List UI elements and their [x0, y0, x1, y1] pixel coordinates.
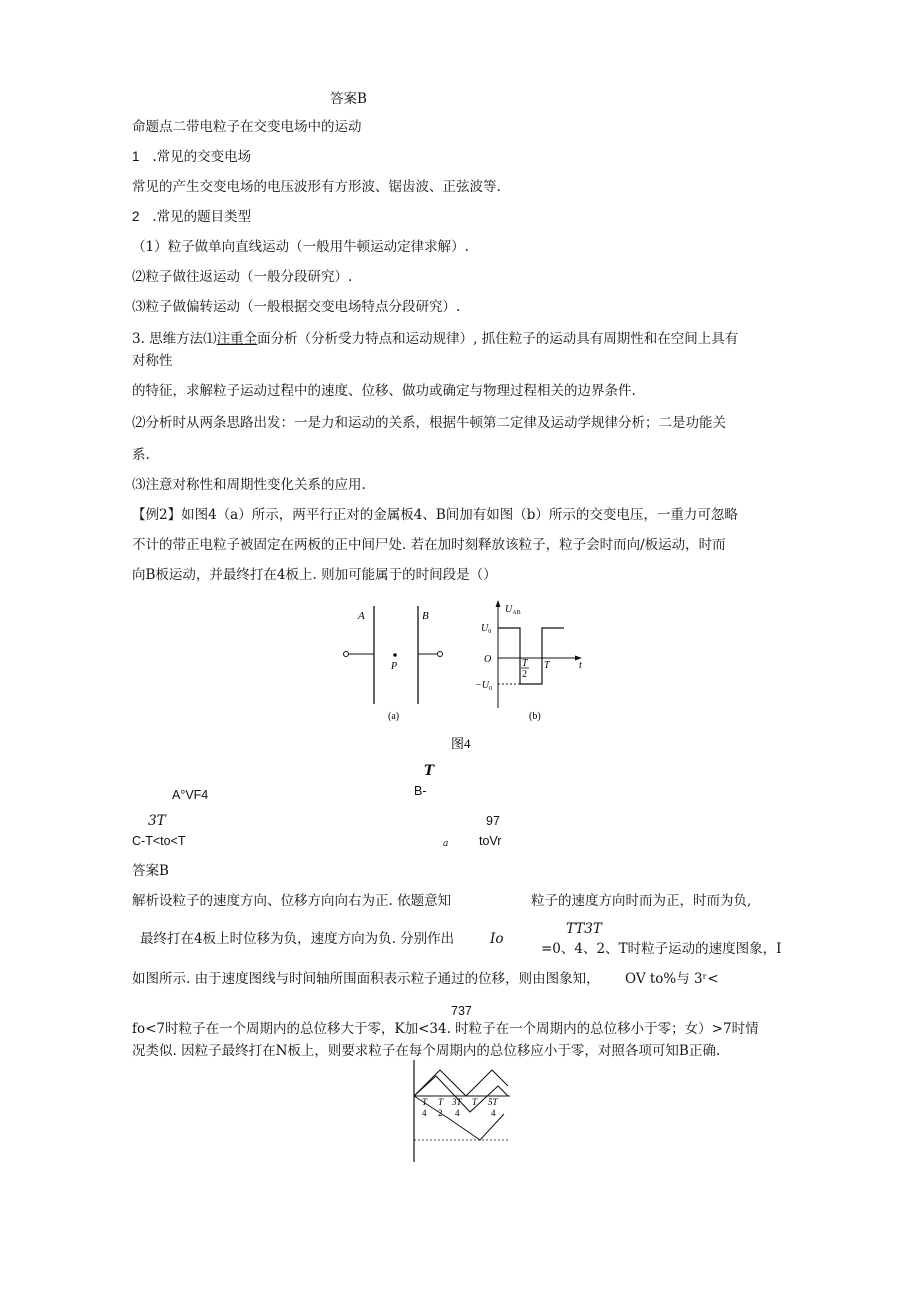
tick-5-num: 5T — [488, 1097, 498, 1107]
problem-type-2: ⑵粒子做往返运动（一般分段研究）. — [132, 269, 353, 285]
item1-body: 常见的产生交变电场的电压波形有方形波、锯齿波、正弦波等. — [132, 179, 501, 195]
tick-5-den: 4 — [491, 1108, 496, 1118]
num-737: 737 — [451, 1004, 472, 1018]
label-half-num: T — [522, 658, 528, 669]
method3: ⑶注意对称性和周期性变化关系的应用. — [132, 477, 366, 493]
analysis-left: 解析设粒子的速度方向、位移方向向右为正. 依题意知 — [132, 893, 452, 909]
tick-3-den: 4 — [455, 1108, 460, 1118]
example-line-3: 向B板运动，并最终打在4板上. 则加可能属于的时间段是（） — [132, 567, 497, 583]
analysis-right: 粒子的速度方向时而为正，时而为负, — [531, 893, 752, 909]
figure-4 — [330, 596, 600, 756]
analysis2-io: Io — [490, 931, 504, 947]
analysis-tt3t: TT3T — [566, 921, 602, 937]
figure-caption: 图4 — [451, 736, 471, 751]
label-neg-u0: $-U_0$ — [475, 680, 492, 692]
example-line-2: 不计的带正电粒子被固定在两板的正中间尸处. 若在加时刻释放该粒子，粒子会时而向/板运动，时而 — [132, 537, 726, 553]
analysis-5: 况类似. 因粒子最终打在N板上，则要求粒子在每个周期内的总位移应小于零，对照各项可知B正确. — [132, 1043, 721, 1059]
tick-4: T — [472, 1097, 478, 1107]
figure-a — [344, 606, 443, 722]
analysis2-right: =0、4、2、T时粒子运动的速度图象，I — [541, 941, 782, 957]
example-line-1: 【例2】如图4（a）所示，两平行正对的金属板4、B间加有如图（b）所示的交变电压，一重力可忽略 — [132, 507, 738, 523]
tick-1-num: T — [422, 1097, 428, 1107]
item1-number: 1 — [132, 149, 140, 164]
option-97: 97 — [486, 814, 500, 828]
problem-type-1: （1）粒子做单向直线运动（一般用牛顿运动定律求解）. — [132, 239, 469, 255]
label-A: A — [358, 610, 365, 622]
answer-2: 答案B — [132, 863, 169, 879]
label-P: P — [391, 661, 398, 672]
label-B: B — [422, 610, 429, 622]
option-t-top: T — [424, 763, 435, 779]
analysis-3: 如图所示. 由于速度图线与时间轴所围面积表示粒子通过的位移，则由图象知， — [132, 971, 600, 987]
label-t: t — [579, 660, 582, 671]
label-uab: $U_{AB}$ — [505, 604, 521, 616]
analysis2-left: 最终打在4板上时位移为负，速度方向为负. 分别作出 — [140, 931, 455, 947]
method-rest: 面分析（分析受力特点和运动规律）, 抓住粒子的运动具有周期性和在空间上具有 — [257, 331, 739, 347]
tick-1-den: 4 — [422, 1108, 427, 1118]
item2-heading — [132, 208, 251, 226]
option-a: A°VF4 — [172, 788, 209, 802]
caption-b: (b) — [529, 711, 541, 722]
method2-line-2: 系. — [132, 447, 150, 463]
method2-line-1: ⑵分析时从两条思路出发：一是力和运动的关系，根据牛顿第二定律及运动学规律分析；二是功能关 — [132, 415, 726, 431]
method-underline: 注重全 — [216, 331, 258, 347]
caption-a: (a) — [388, 711, 400, 722]
option-dot: a — [443, 839, 449, 849]
terminal-a — [344, 652, 349, 657]
item1-heading — [132, 148, 251, 166]
method-line-2: 对称性 — [132, 353, 173, 369]
label-T: T — [544, 660, 550, 671]
label-half-den: 2 — [522, 669, 527, 680]
terminal-b — [438, 652, 443, 657]
item2-title: .常见的题目类型 — [152, 209, 252, 225]
section-title: 命题点二带电粒子在交变电场中的运动 — [132, 119, 362, 135]
tick-2-den: 2 — [438, 1108, 443, 1118]
option-3t: 3T — [148, 813, 166, 829]
figure-b — [475, 600, 582, 722]
item2-number: 2 — [132, 209, 140, 224]
answer-top: 答案B — [330, 91, 367, 107]
label-u0: $U_0$ — [481, 623, 492, 635]
analysis-4: fo<7时粒子在一个周期内的总位移大于零，K加<34. 时粒子在一个周期内的总位移小于零；女）>7时情 — [132, 1021, 759, 1037]
problem-type-3: ⑶粒子做偏转运动（一般根据交变电场特点分段研究）. — [132, 299, 461, 315]
option-b: B- — [414, 784, 427, 798]
analysis-3-end: OV to%与 3ʳ< — [625, 971, 719, 987]
velocity-time-graph — [400, 1058, 520, 1166]
option-tovr: toVr — [479, 834, 502, 848]
particle-p — [393, 653, 397, 657]
label-origin: O — [484, 654, 492, 665]
method-line-3: 的特征，求解粒子运动过程中的速度、位移、做功或确定与物理过程相关的边界条件. — [132, 383, 636, 399]
method-prefix: 3. 思维方法⑴ — [132, 331, 217, 347]
tick-3-num: 3T — [452, 1097, 462, 1107]
tick-2-num: T — [438, 1097, 444, 1107]
voltage-wave — [498, 628, 564, 684]
y-arrow — [496, 600, 501, 607]
method-line-1 — [132, 330, 738, 348]
item1-title: .常见的交变电场 — [152, 149, 252, 165]
option-c: C-T<to<T — [132, 834, 186, 848]
